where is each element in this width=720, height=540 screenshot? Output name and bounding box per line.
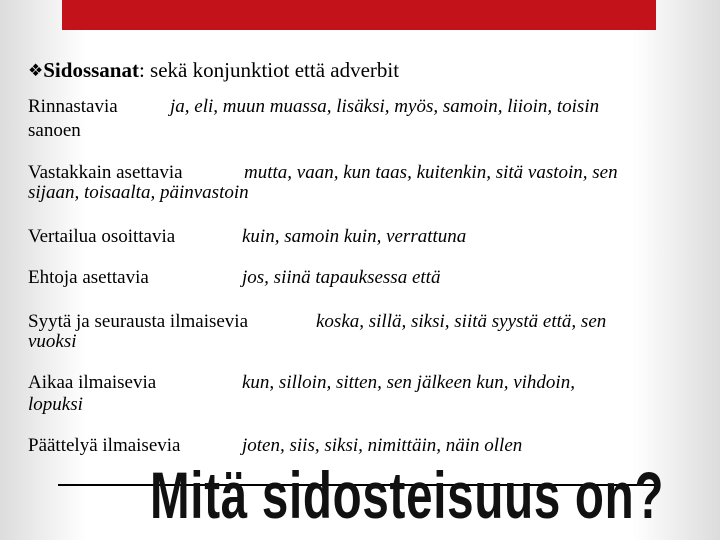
row-connectives: jos, siinä tapauksessa että bbox=[242, 267, 441, 288]
row-connectives: kun, silloin, sitten, sen jälkeen kun, vihdoin, bbox=[242, 372, 575, 393]
diamond-bullet-icon: ❖ bbox=[28, 61, 44, 80]
row-connectives: mutta, vaan, kun taas, kuitenkin, sitä vastoin, sen bbox=[244, 162, 618, 183]
bottom-title: Mitä sidosteisuus on? bbox=[150, 458, 665, 532]
row-connectives-continued: vuoksi bbox=[28, 331, 77, 352]
row-connectives: joten, siis, siksi, nimittäin, näin ollen bbox=[242, 435, 523, 456]
connective-row bbox=[28, 372, 698, 418]
row-term: Rinnastavia bbox=[28, 96, 118, 117]
row-connectives: koska, sillä, siksi, siitä syystä että, sen bbox=[316, 311, 607, 332]
row-term: Vertailua osoittavia bbox=[28, 226, 176, 247]
connective-row bbox=[28, 226, 698, 248]
heading-strong: Sidossanat bbox=[43, 58, 139, 82]
row-term: Aikaa ilmaisevia bbox=[28, 372, 157, 393]
row-term: Ehtoja asettavia bbox=[28, 267, 149, 288]
top-accent-bar bbox=[62, 0, 656, 30]
connective-row bbox=[28, 435, 698, 457]
connective-row bbox=[28, 267, 698, 289]
row-term-continued: sanoen bbox=[28, 120, 81, 141]
heading-rest: : sekä konjunktiot että adverbit bbox=[138, 58, 400, 82]
connective-row bbox=[28, 162, 698, 208]
row-term: Syytä ja seurausta ilmaisevia bbox=[28, 311, 249, 332]
row-term: Päättelyä ilmaisevia bbox=[28, 435, 181, 456]
row-connectives: kuin, samoin kuin, verrattuna bbox=[242, 226, 467, 247]
slide-heading bbox=[28, 58, 399, 83]
row-connectives-continued: lopuksi bbox=[28, 394, 83, 415]
connective-row bbox=[28, 96, 698, 142]
row-connectives: ja, eli, muun muassa, lisäksi, myös, samoin, liioin, toisin bbox=[170, 96, 600, 117]
row-term: Vastakkain asettavia bbox=[28, 162, 183, 183]
connective-row bbox=[28, 311, 698, 357]
row-connectives-continued: sijaan, toisaalta, päinvastoin bbox=[28, 182, 249, 203]
